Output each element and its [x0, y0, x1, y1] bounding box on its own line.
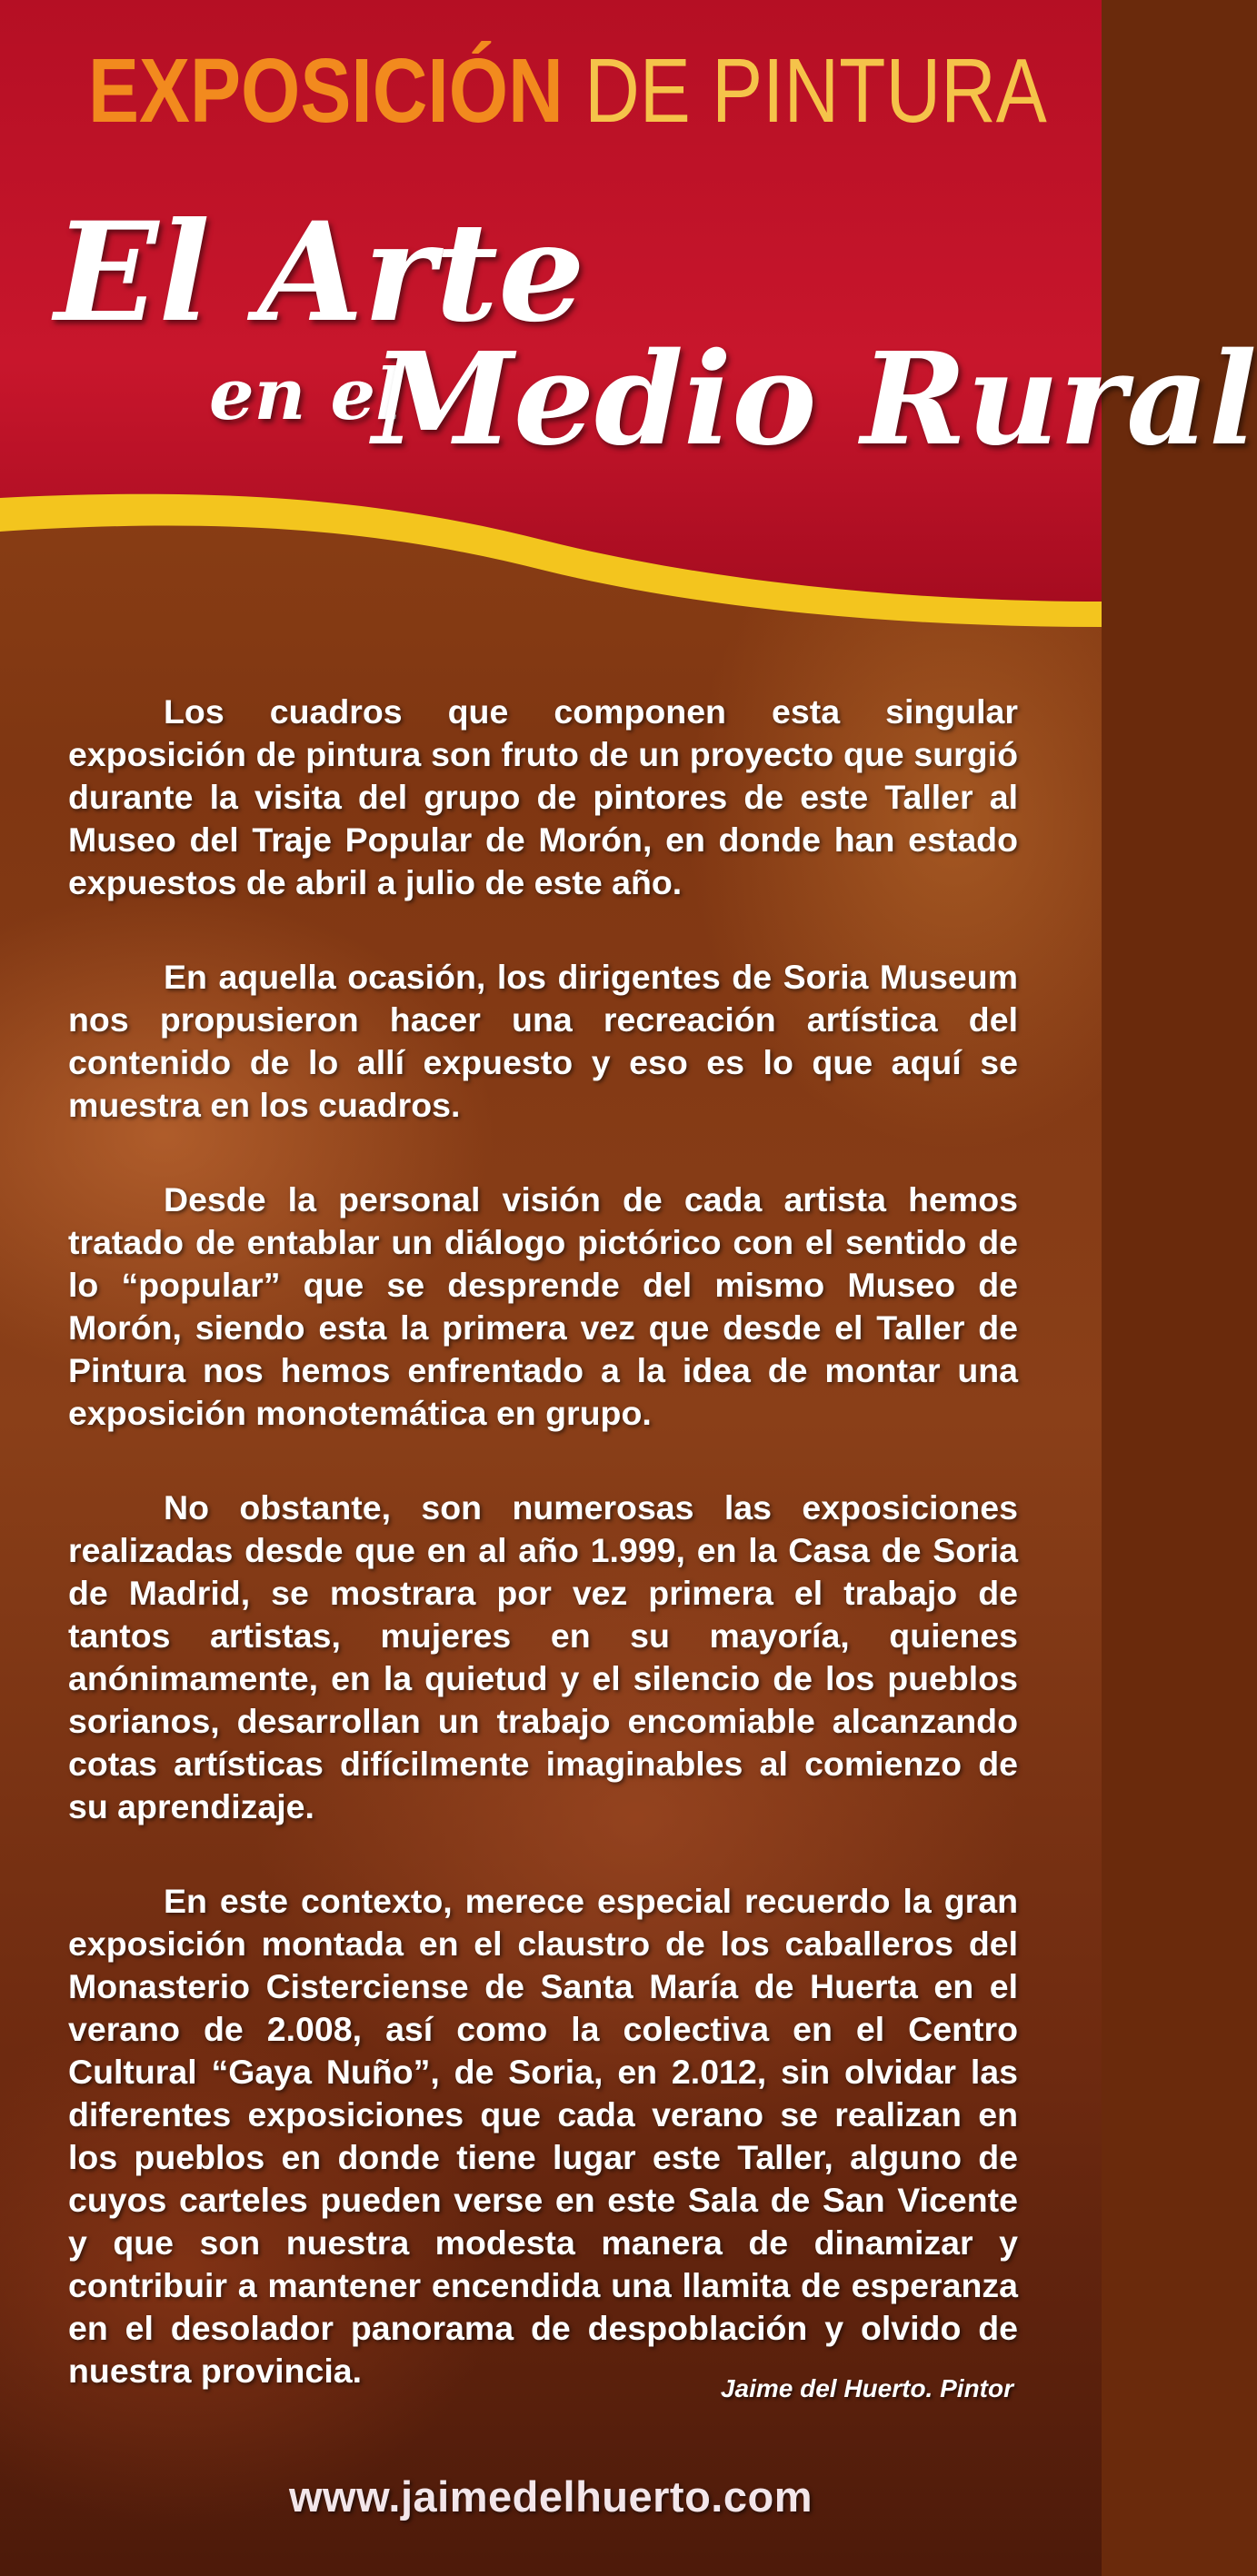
title-bold-part: EXPOSICIÓN — [87, 40, 564, 142]
title-light-part: DE PINTURA — [584, 40, 1047, 142]
paragraph: Los cuadros que componen esta singular exposición de pintura son fruto de un proyecto que surgió durante la visita del grupo de pintores de este Taller al Museo del Traje Popular de Morón, en donde han estado expuestos de abril a julio de este año. — [68, 692, 1018, 901]
paragraph: En este contexto, merece especial recuerdo la gran exposición montada en el claustro de los caballeros del Monasterio Cisterciense de Santa María de Huerta en el verano de 2.008, así como la colectiva en el Centro Cultural “Gaya Nuño”, de Soria, en 2.012, sin olvidar las diferentes exposiciones que cada verano se realizan en los pueblos en donde tiene lugar este Taller, alguno de cuyos carteles pueden verse en este Sala de San Vicente y que son nuestra modesta manera de dinamizar y contribuir a mantener encendida una llamita de esperanza en el desolador panorama de despoblación y olvido de nuestra provincia. — [68, 1882, 1018, 2390]
paragraph: No obstante, son numerosas las exposiciones realizadas desde que en al año 1.999, en la Casa de Soria de Madrid, se mostrara por vez primera el trabajo de tantos artistas, mujeres en su mayoría, quienes anónimamente, en la quietud y el silencio de los pueblos sorianos, desarrollan un trabajo encomiable alcanzando cotas artísticas difícilmente imaginables al comienzo de su aprendizaje. — [68, 1488, 1018, 1825]
script-title-en-el: en el — [209, 353, 403, 436]
paragraph: En aquella ocasión, los dirigentes de Soria Museum nos propusieron hacer una recreación artística del contenido de lo allí expuesto y eso es lo que aquí se muestra en los cuadros. — [68, 958, 1018, 1124]
website-link[interactable]: www.jaimedelhuerto.com — [289, 2472, 813, 2521]
script-title-medio-rural: Medio Rural — [373, 325, 1257, 474]
paragraph: Desde la personal visión de cada artista hemos tratado de entablar un diálogo pictórico con el sentido de lo “popular” que se desprende del mismo Museo de Morón, siendo esta la primera vez que desde el Taller de Pintura nos hemos enfrentado a la idea de montar una exposición monotemática en grupo. — [68, 1180, 1018, 1432]
script-title-line1: El Arte — [55, 193, 585, 353]
website-url — [0, 2472, 1102, 2521]
exhibition-title — [87, 36, 1047, 145]
signature: Jaime del Huerto. Pintor — [720, 2374, 1013, 2402]
body-text — [68, 691, 1018, 2444]
